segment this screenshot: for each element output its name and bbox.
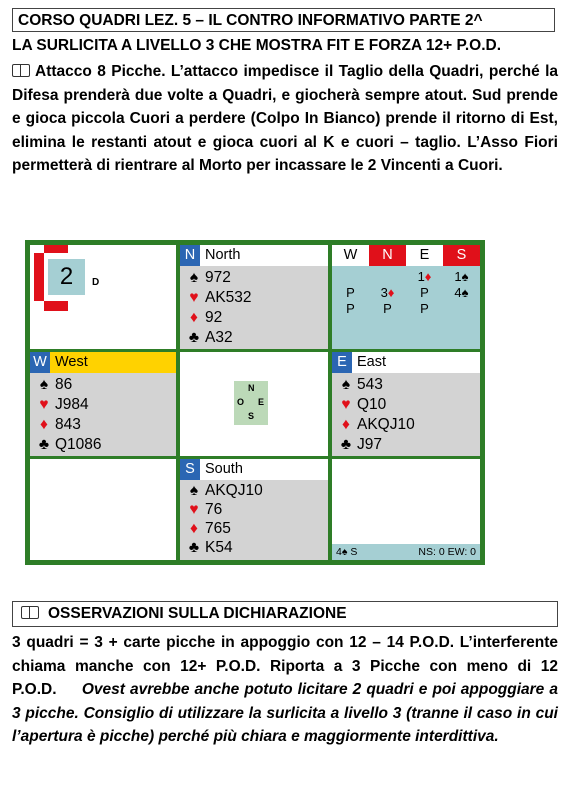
bid-header-n: N	[369, 245, 406, 266]
dealer-mark: D	[92, 277, 100, 288]
north-header	[180, 245, 328, 266]
south-clubs: K54	[205, 539, 233, 556]
compass	[234, 381, 268, 425]
north-hand	[180, 245, 328, 349]
bid-cell: P	[420, 301, 429, 316]
bid-cell: P	[383, 301, 392, 316]
observations-italic-text: Ovest avrebbe anche potuto licitare 2 quadri e poi appoggiare a 3 picche. Consiglio di utilizzare la surlicita a livello 3 (tranne il caso in cui l’apertura è picche) perché più chiara e maggiormente interdittiva.	[12, 681, 558, 745]
spade-icon: ♠	[189, 482, 199, 499]
bid-cell: 4♠	[454, 285, 469, 300]
east-header	[332, 352, 480, 373]
north-clubs: A32	[205, 329, 233, 346]
bid-cell: P	[346, 301, 355, 316]
north-diamonds: 92	[205, 309, 223, 326]
bid-cell: 3♦	[380, 285, 395, 300]
diamond-icon: ♦	[40, 416, 48, 433]
east-spades: 543	[357, 376, 383, 393]
club-icon: ♣	[188, 329, 200, 346]
east-badge: E	[332, 352, 352, 373]
observations-title: OSSERVAZIONI SULLA DICHIARAZIONE	[48, 605, 347, 622]
observations-heading	[12, 601, 558, 627]
diamond-icon: ♦	[190, 520, 198, 537]
bid-header-s: S	[443, 245, 480, 266]
bid-cell: P	[346, 285, 355, 300]
lead-text: Attacco 8 Picche. L’attacco impedisce il Taglio della Quadri, perché la Difesa prenderà due volte a Quadri, e giocherà sempre atout. Sud prende e gioca piccola Cuori a perdere (Colpo In Bianco) prende il ritorno di Est, elimina le restanti atout e gioca cuori al K e cuori – taglio. L’Asso Fiori permetterà di rientrare al Morto per incassare le 2 Vincenti a Cuori.	[12, 63, 558, 174]
book-icon	[21, 606, 39, 619]
score: NS: 0 EW: 0	[418, 546, 476, 558]
west-name: West	[55, 354, 88, 370]
contract: 4♠ S	[336, 546, 358, 558]
result-cell	[332, 459, 480, 560]
lesson-title: CORSO QUADRI LEZ. 5 – IL CONTRO INFORMATIVO PARTE 2^	[12, 8, 555, 32]
board-number: 2	[48, 259, 85, 295]
bridge-board	[25, 240, 485, 565]
compass-n: N	[248, 383, 255, 393]
club-icon: ♣	[340, 436, 352, 453]
spade-icon: ♠	[39, 376, 49, 393]
compass-s: S	[248, 411, 255, 421]
bid-header-w: W	[332, 245, 369, 266]
south-hearts: 76	[205, 501, 223, 518]
result-bar	[332, 544, 480, 560]
south-hand	[180, 459, 328, 560]
heart-icon: ♥	[189, 501, 199, 518]
diamond-icon: ♦	[190, 309, 198, 326]
vul-west-mark	[34, 253, 44, 301]
book-icon	[12, 64, 30, 77]
vul-north-mark	[44, 245, 68, 253]
club-icon: ♣	[188, 539, 200, 556]
heart-icon: ♥	[39, 396, 49, 413]
lesson-subtitle: LA SURLICITA A LIVELLO 3 CHE MOSTRA FIT E FORZA 12+ P.O.D.	[12, 37, 501, 54]
east-hand	[332, 352, 480, 456]
bid-cell: P	[420, 285, 429, 300]
west-hand	[30, 352, 176, 456]
west-clubs: Q1086	[55, 436, 102, 453]
board-number-cell	[30, 245, 176, 349]
north-spades: 972	[205, 269, 231, 286]
east-hearts: Q10	[357, 396, 387, 413]
south-badge: S	[180, 459, 200, 480]
empty-cell	[30, 459, 176, 560]
spade-icon: ♠	[189, 269, 199, 286]
north-name: North	[205, 247, 241, 263]
south-spades: AKQJ10	[205, 482, 263, 499]
diamond-icon: ♦	[342, 416, 350, 433]
bid-header-e: E	[406, 245, 443, 266]
west-hearts: J984	[55, 396, 89, 413]
west-diamonds: 843	[55, 416, 81, 433]
observations-paragraph	[12, 631, 558, 749]
bid-cell: 1♠	[454, 269, 469, 284]
south-diamonds: 765	[205, 520, 231, 537]
east-clubs: J97	[357, 436, 382, 453]
observations-text: 3 quadri = 3 + carte picche in appoggio con 12 – 14 P.O.D. L’interferente chiama manche con 12+ P.O.D. Riporta a 3 Picche con meno di 12 P.O.D.	[12, 634, 558, 698]
south-name: South	[205, 461, 243, 477]
compass-o: O	[237, 397, 245, 407]
lead-paragraph	[12, 60, 558, 178]
east-name: East	[357, 354, 387, 370]
table-center	[180, 352, 328, 456]
club-icon: ♣	[38, 436, 50, 453]
south-header	[180, 459, 328, 480]
north-hearts: AK532	[205, 289, 252, 306]
north-badge: N	[180, 245, 200, 266]
heart-icon: ♥	[189, 289, 199, 306]
compass-e: E	[258, 397, 265, 407]
spade-icon: ♠	[341, 376, 351, 393]
west-badge: W	[30, 352, 50, 373]
heart-icon: ♥	[341, 396, 351, 413]
west-spades: 86	[55, 376, 73, 393]
bidding-box	[332, 245, 480, 349]
west-header	[30, 352, 176, 373]
east-diamonds: AKQJ10	[357, 416, 415, 433]
bid-cell: 1♦	[417, 269, 432, 284]
vul-south-mark	[44, 301, 68, 311]
